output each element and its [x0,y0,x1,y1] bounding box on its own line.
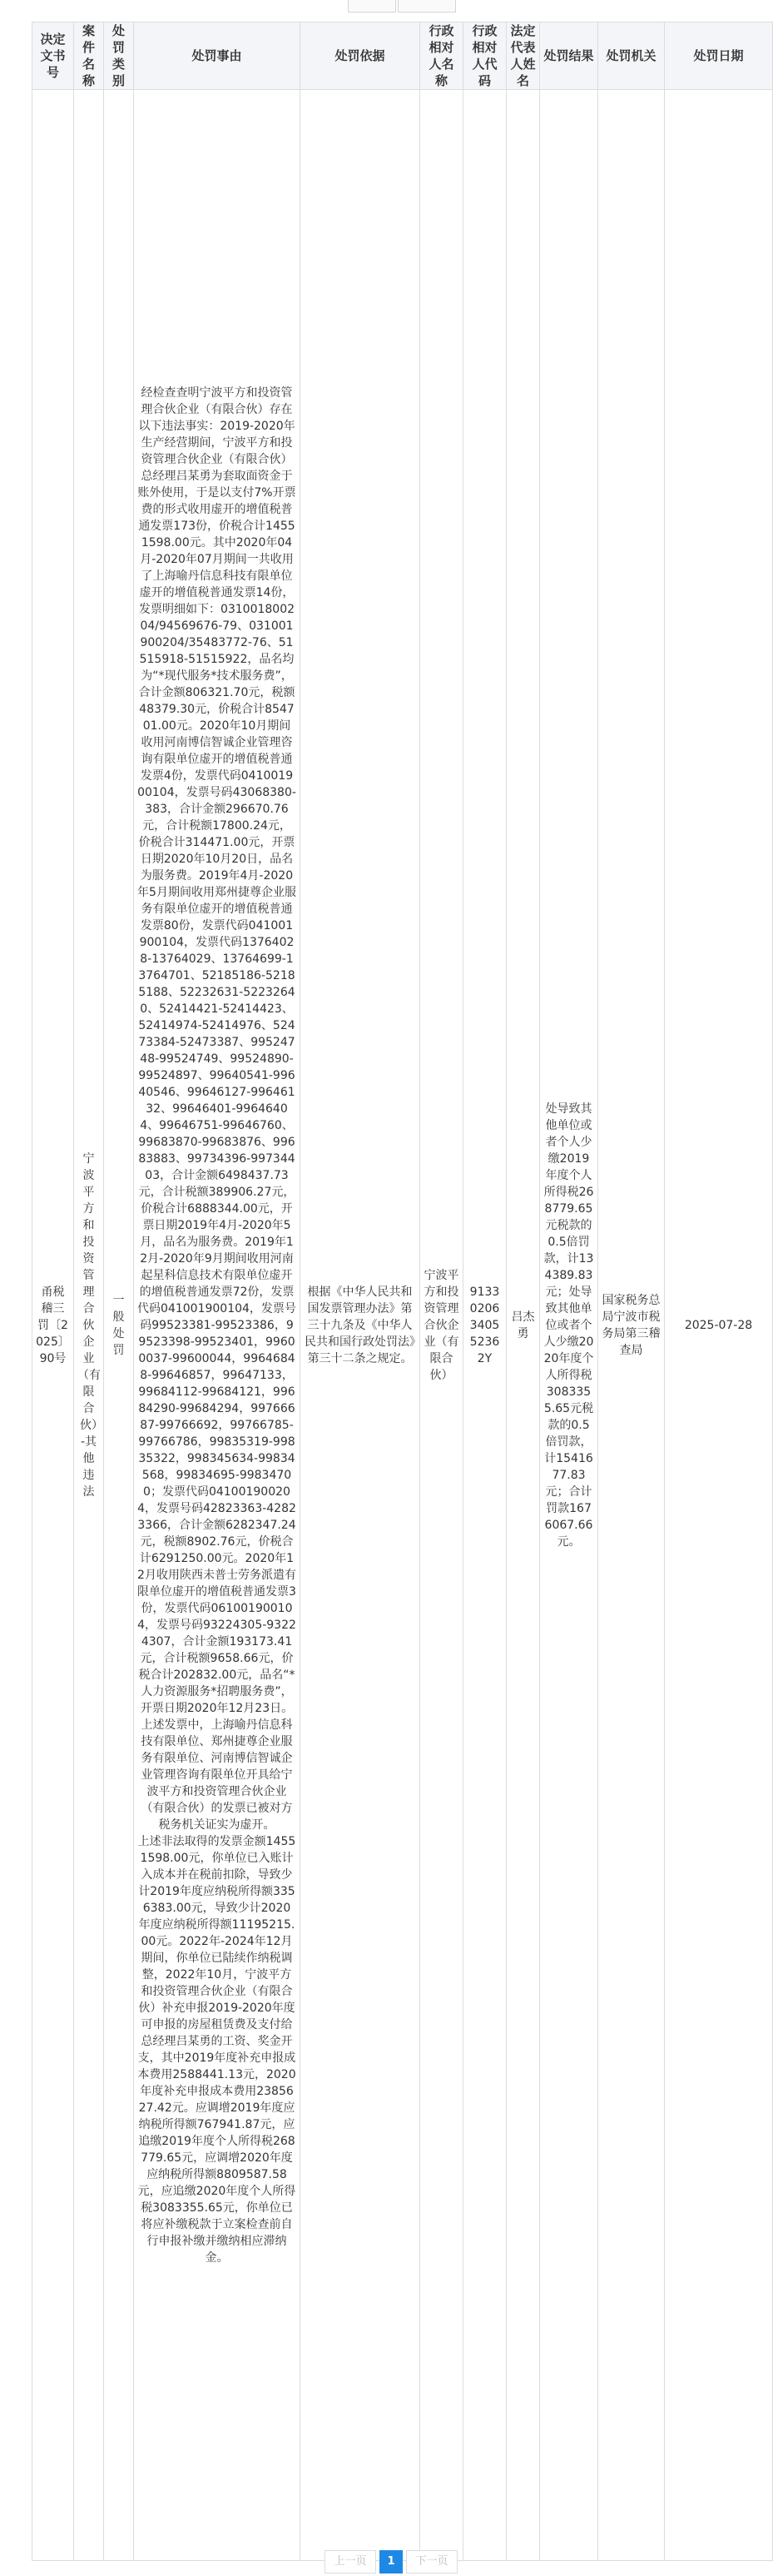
cell-basis: 根据《中华人民共和国发票管理办法》第三十九条及《中华人民共和国行政处罚法》第三十二条之规定。 [300,90,420,2561]
toolbar-button-right[interactable] [398,0,456,12]
pagination [0,2544,773,2576]
reason-paragraph: 上述发票中，上海喻丹信息科技有限单位、郑州捷尊企业服务有限单位、河南博信智诚企业管理咨询有限单位开具给宁波平方和投资管理合伙企业（有限合伙）的发票已被对方税务机关证实为虚开。 [141,1718,293,1832]
header-basis: 处罚依据 [300,22,420,90]
toolbar-button-left[interactable] [348,0,396,12]
top-toolbar-remnant [0,0,773,22]
reason-paragraph: 上述非法取得的发票金额14551598.00元，你单位已入账计入成本并在税前扣除，导致少计2019年度应纳税所得额3356383.00元，导致少计2020年度应纳税所得额11195215.00元。2022年-2024年12月期间，你单位已陆续作纳税调整，2022年10月，宁波平方和投资管理合伙企业（有限合伙）补充申报2019-2020年度可申报的房屋租赁费及支付给总经理吕某勇的工资、奖金开支，其中2019年度补充申报成本费用2588441.13元，2020年度补充申报成本费用2385627.42元。应调增2019年度应纳税所得额767941.87元，应追缴2019年度个人所得税268779.65元，应调增2020年度应纳税所得额8809587.58元，应追缴2020年度个人所得税3083355.65元，你单位已将应补缴税款于立案检查前自行申报补缴并缴纳相应滞纳金。 [137,1834,296,2265]
penalty-table [32,22,773,2561]
reason-paragraph: 经检查查明宁波平方和投资管理合伙企业（有限合伙）存在以下违法事实：2019-2020年生产经营期间，宁波平方和投资管理合伙企业（有限合伙）总经理吕某勇为套取面资金于账外使用，于是以支付7%开票费的形式收用虚开的增值税普通发票173份，价税合计14551598.00元。其中2020年04月-2020年07月期间一共收用了上海喻丹信息科技有限单位虚开的增值税普通发票14份，发票明细如下：031001800204/94569676-79、031001900204/35483772-76、51515918-51515922，品名均为“*现代服务*技术服务费”，合计金额806321.70元，税额48379.30元，价税合计854701.00元。2020年10月期间收用河南博信智诚企业管理咨询有限单位虚开的增值税普通发票4份，发票代码041001900104，发票号码43068380-383，合计金额296670.76元，合计税额17800.24元，价税合计314471.00元，开票日期2020年10月20日，品名为服务费。2019年4月-2020年5月期间收用郑州捷尊企业服务有限单位虚开的增值税普通发票80份，发票代码041001900104，发票代码13764028-13764029、13764699-13764701、52185186-52185188、52232631-52232640、52414421-52414423、52414974-52414976、52473384-52473387、99524748-99524749、99524890-99524897、99640541-99640546、99646127-99646132、99646401-99646404、99646751-99646760、99683870-99683876、99683883、99734396-99734403，合计金额6498437.73元，合计税额389906.27元，价税合计6888344.00元，开票日期2019年4月-2020年5月，品名为服务费。2019年12月-2020年9月期间收用河南起星科信息技术有限单位虚开的增值税普通发票72份，发票代码041001900104，发票号码99523381-99523386，99523398-99523401，99600037-99600044，99646848-99646857，99647133，99684112-99684121，99684290-99684294，99766687-99766692，99766785-99766786，99835319-99835322，998345634-99834568，99834695-99834700；发票代码041001900204，发票号码42823363-42823366，合计金额6282347.24元，税额8902.76元，价税合计6291250.00元。2020年12月收用陕西未普士劳务派遣有限单位虚开的增值税普通发票3份，发票代码061001900104，发票号码93224305-93224307，合计金额193173.41元，合计税额9658.66元，价税合计202832.00元，品名“*人力资源服务*招聘服务费”，开票日期2020年12月23日。 [137,385,296,1715]
header-party-name: 行政相对人名称 [420,22,463,90]
header-doc-no: 决定文书号 [32,22,74,90]
header-reason: 处罚事由 [134,22,300,90]
cell-authority: 国家税务总局宁波市税务局第三稽查局 [598,90,665,2561]
cell-party-name: 宁波平方和投资管理合伙企业（有限合伙） [420,90,463,2561]
header-case-name: 案件名称 [74,22,104,90]
next-page-button[interactable]: 下一页 [406,2550,458,2574]
header-party-code: 行政相对人代码 [463,22,507,90]
cell-reason [134,90,300,2561]
table-header-row [32,22,773,90]
header-result: 处罚结果 [540,22,598,90]
cell-legal-rep: 吕杰勇 [507,90,540,2561]
cell-date: 2025-07-28 [665,90,773,2561]
cell-case-name: 宁波平方和投资管理合伙企业（有限合伙）-其他违法 [74,90,104,2561]
cell-category: 一般处罚 [104,90,134,2561]
header-legal-rep: 法定代表人姓名 [507,22,540,90]
cell-result: 处导致其他单位或者个人少缴2019年度个人所得税268779.65元税款的0.5倍罚款，计134389.83元；处导致其他单位或者个人少缴2020年度个人所得税3083355.65元税款的0.5倍罚款，计1541677.83元；合计罚款1676067.66元。 [540,90,598,2561]
page-number-button[interactable]: 1 [379,2550,403,2574]
header-category: 处罚类别 [104,22,134,90]
header-authority: 处罚机关 [598,22,665,90]
header-date: 处罚日期 [665,22,773,90]
prev-page-button[interactable]: 上一页 [325,2550,376,2574]
cell-party-code: 91330206340552362Y [463,90,507,2561]
cell-doc-no: 甬税稽三罚〔2025〕90号 [32,90,74,2561]
table-row [32,90,773,2561]
